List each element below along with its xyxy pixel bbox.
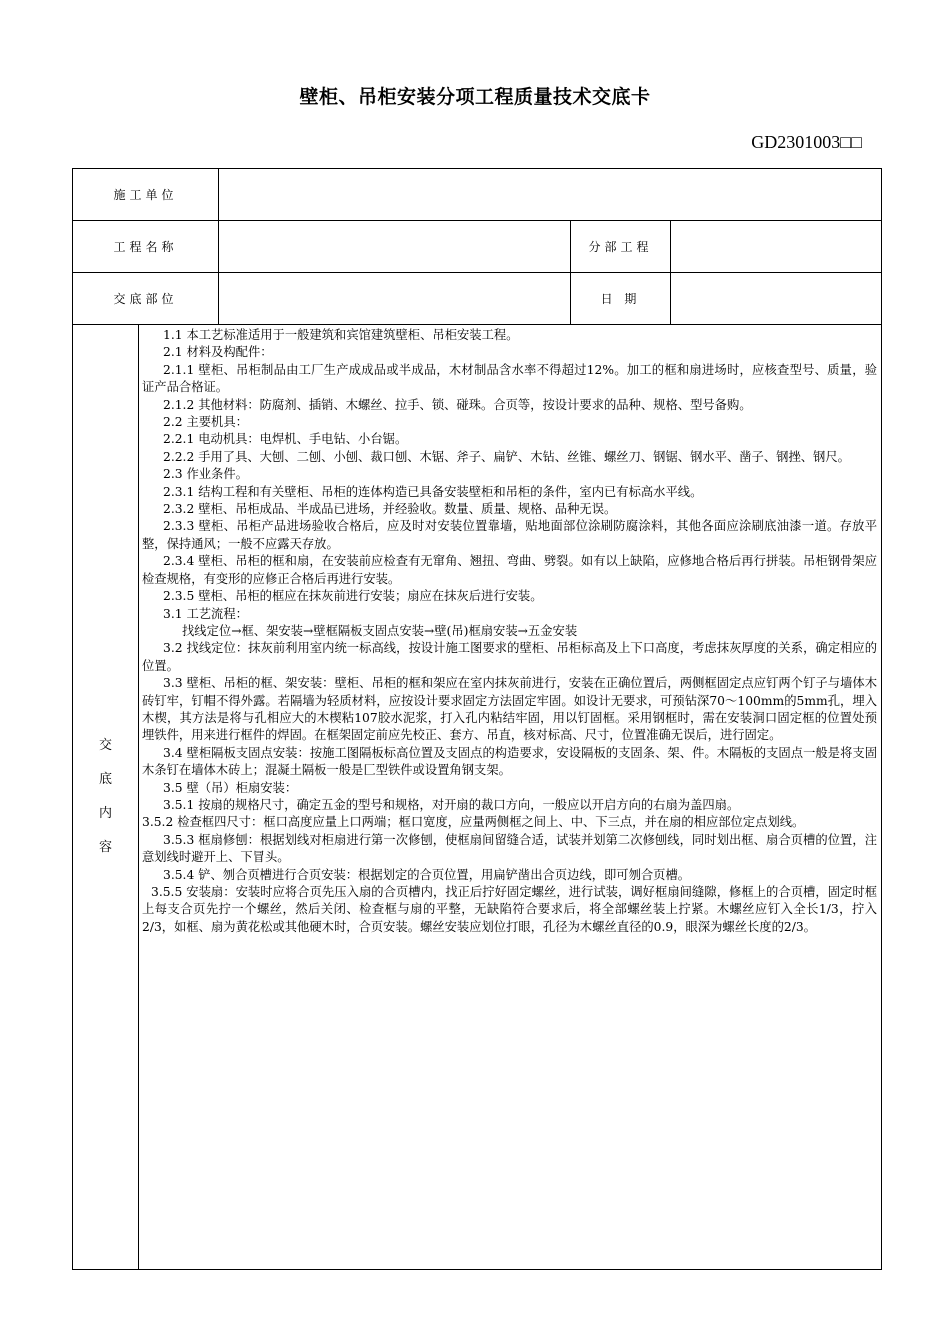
date-label: 日 期	[571, 273, 671, 325]
date-value	[671, 273, 882, 325]
subproject-label: 分部工程	[571, 221, 671, 273]
content-paragraph: 2.1 材料及构配件：	[163, 345, 273, 360]
disclosure-content-label	[73, 325, 139, 1270]
disclosure-content-cell	[139, 325, 882, 1270]
side-char: 底	[98, 772, 112, 787]
content-paragraph: 3.1 工艺流程：	[163, 606, 248, 621]
content-paragraph: 3.5.2 检查框四尺寸：框口高度应量上口两端；框口宽度，应量两侧框之间上、中、下三点，并在扇的相应部位定点划线。	[142, 815, 805, 830]
content-paragraph: 2.3.5 壁柜、吊柜的框应在抹灰前进行安装；扇应在抹灰后进行安装。	[163, 589, 543, 604]
content-paragraph: 2.1.2 其他材料：防腐剂、插销、木螺丝、拉手、锁、碰珠。合页等，按设计要求的品种、规格、型号备购。	[163, 397, 752, 412]
content-paragraph: 找线定位→框、架安装→壁框隔板支固点安装→壁(吊)框扇安装→五金安装	[182, 623, 578, 638]
content-paragraph: 3.5.5 安装扇：安装时应将合页先压入扇的合页槽内，找正后拧好固定螺丝，进行试装，调好框扇间缝隙，修框上的合页槽，固定时框上每支合页先拧一个螺丝，然后关闭、检查框与扇的平整，无缺陷符合要求后，将全部螺丝装上拧紧。木螺丝应钉入全长1/3，拧入2/3，如框、扇为黄花松或其他硬木时，合页安装。螺丝安装应划位打眼，孔径为木螺丝直径的0.9，眼深为螺丝长度的2/3。	[142, 885, 878, 934]
content-paragraph: 3.5 壁（吊）柜扇安装：	[163, 780, 298, 795]
unit-label: 施工单位	[73, 169, 219, 221]
content-paragraph: 3.3 壁柜、吊柜的框、架安装：壁柜、吊柜的框和架应在室内抹灰前进行，安装在正确位置后，两侧框固定点应钉两个钉子与墙体木砖钉牢，钉帽不得外露。若隔墙为轻质材料，应按设计要求固定方法固定牢固。如设计无要求，可预钻深70～100mm的5mm孔，埋入木楔，其方法是将与孔相应大的木楔粘107胶水泥浆，打入孔内粘结牢固，用以钉固框。采用钢框时，需在安装洞口固定框的位置处预埋铁件，用来进行框件的焊固。在框架固定前应先校正、套方、吊直，核对标高、尺寸，位置准确无误后，进行固定。	[142, 676, 878, 743]
content-paragraph: 2.2.1 电动机具：电焊机、手电钻、小台锯。	[163, 432, 408, 447]
content-paragraph: 3.5.3 框扇修刨：根据划线对柜扇进行第一次修刨，使框扇间留缝合适，试装并划第二次修刨线，同时划出框、扇合页槽的位置，注意划线时避开上、下冒头。	[142, 832, 878, 865]
content-paragraph: 3.4 壁柜隔板支固点安装：按施工图隔板标高位置及支固点的构造要求，安设隔板的支固条、架、件。木隔板的支固点一般是将支固木条钉在墙体木砖上；混凝土隔板一般是匚型铁件或设置角钢支架。	[142, 745, 878, 778]
content-paragraph: 2.3.3 壁柜、吊柜产品进场验收合格后，应及时对安装位置靠墙，贴地面部位涂刷防腐涂料，其他各面应涂刷底油漆一道。存放平整，保持通风；一般不应露天存放。	[142, 519, 878, 551]
content-paragraph: 2.3.1 结构工程和有关壁柜、吊柜的连体构造已具备安装壁柜和吊柜的条件，室内已有标高水平线。	[163, 484, 703, 499]
location-label: 交底部位	[73, 273, 219, 325]
content-paragraph: 2.1.1 壁柜、吊柜制品由工厂生产成成品或半成品，木材制品含水率不得超过12%。加工的框和扇进场时，应核查型号、质量，验证产品合格证。	[142, 362, 878, 395]
unit-value	[219, 169, 882, 221]
page-title: 壁柜、吊柜安装分项工程质量技术交底卡	[299, 86, 651, 108]
content-paragraph: 1.1 本工艺标准适用于一般建筑和宾馆建筑壁柜、吊柜安装工程。	[163, 328, 519, 342]
content-paragraph: 3.5.4 铲、刎合页槽进行合页安装：根据划定的合页位置，用扁铲凿出合页边线，即可刎合页槽。	[163, 867, 691, 882]
project-value	[219, 221, 571, 273]
disclosure-card-table	[72, 168, 882, 1270]
content-paragraph: 2.3.4 壁柜、吊柜的框和扇，在安装前应检查有无窜角、翘扭、弯曲、劈裂。如有以上缺陷，应修地合格后再行拼装。吊柜钢骨架应检查规格，有变形的应修正合格后再进行安装。	[142, 554, 878, 586]
project-label: 工程名称	[73, 221, 219, 273]
subproject-value	[671, 221, 882, 273]
disclosure-content	[139, 325, 881, 936]
content-paragraph: 2.2.2 手用了具、大刨、二刨、小刨、裁口刨、木锯、斧子、扁铲、木钻、丝锥、螺丝刀、钢锯、钢水平、凿子、钢挫、钢尺。	[163, 449, 850, 464]
side-char: 交	[98, 738, 112, 753]
location-value	[219, 273, 571, 325]
content-paragraph: 2.3 作业条件。	[163, 467, 248, 482]
document-code: GD2301003□□	[751, 132, 862, 152]
content-paragraph: 2.3.2 壁柜、吊柜成品、半成品已进场，并经验收。数量、质量、规格、品种无误。	[163, 502, 617, 517]
content-paragraph: 3.2 找线定位：抹灰前利用室内统一标高线，按设计施工图要求的壁柜、吊柜标高及上下口高度，考虑抹灰厚度的关系，确定相应的位置。	[142, 641, 878, 673]
content-paragraph: 2.2 主要机具：	[163, 415, 248, 430]
content-paragraph: 3.5.1 按扇的规格尺寸，确定五金的型号和规格，对开扇的裁口方向，一般应以开启方向的右扇为盖四扇。	[163, 797, 740, 812]
side-char: 内	[98, 806, 112, 821]
side-char: 容	[98, 840, 112, 855]
